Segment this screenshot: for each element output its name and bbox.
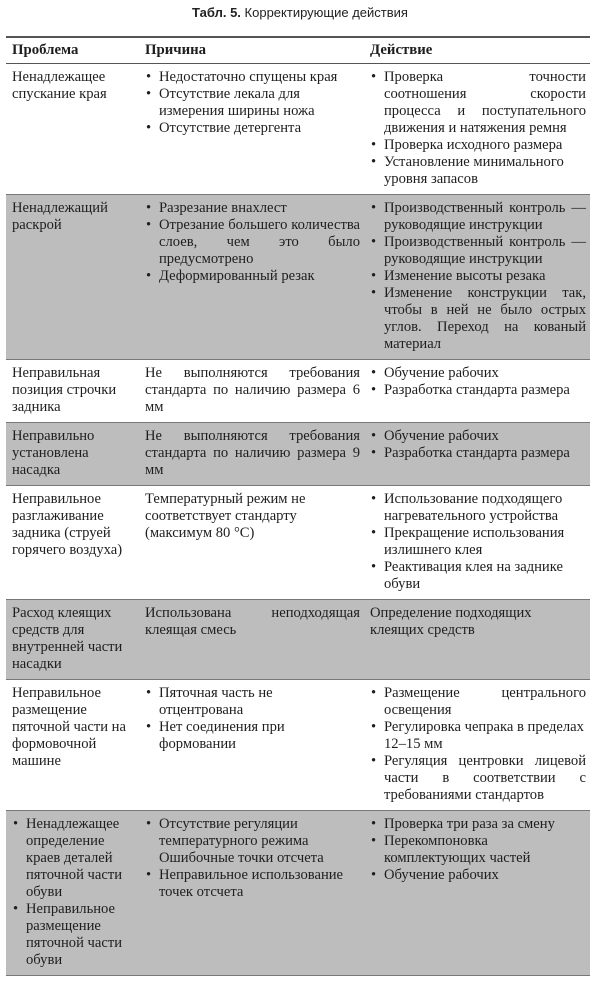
list-item: • Ненадлежащее определение краев деталей пяточной части обуви — [12, 816, 135, 901]
caption-number: Табл. 5. — [192, 5, 241, 20]
cause-cell — [139, 195, 364, 360]
list-item: • Недостаточно спущены края — [145, 69, 360, 86]
action-cell — [364, 64, 590, 195]
list-item: • Проверка исходного размера — [370, 137, 586, 154]
list-item: • Использование подходящего нагревательного устройства — [370, 491, 586, 525]
list-item: • Отрезание большего количества слоев, чем это было предусмотрено — [145, 217, 360, 268]
caption-text: Корректирующие действия — [244, 5, 408, 20]
action-cell — [364, 680, 590, 811]
list-item: • Разработка стандарта размера — [370, 445, 586, 462]
list-item: • Обучение рабочих — [370, 867, 586, 884]
header-problem: Проблема — [12, 42, 79, 58]
list-item: • Регуляция центровки лицевой части в соответствии с требованиями стандартов — [370, 753, 586, 804]
list-item: • Производственный контроль — руководящие инструкции — [370, 200, 586, 234]
cause-cell: Не выполняются требования стандарта по наличию размера 6 мм — [145, 365, 360, 415]
cause-cell — [139, 680, 364, 811]
corrective-actions-table — [6, 36, 590, 976]
action-cell — [364, 486, 590, 600]
problem-cell: Неправильное разглаживание задника (струей горячего воздуха) — [12, 491, 123, 558]
table-row — [6, 600, 590, 680]
list-item: • Нет соединения при формовании — [145, 719, 360, 753]
list-item: • Перекомпоновка комплектующих частей — [370, 833, 586, 867]
table-row — [6, 195, 590, 360]
table-row — [6, 486, 590, 600]
action-cell — [364, 195, 590, 360]
list-item: • Отсутствие лекала для измерения ширины ножа — [145, 86, 360, 120]
list-item: • Разработка стандарта размера — [370, 382, 586, 399]
list-item: • Установление минимального уровня запасов — [370, 154, 586, 188]
action-cell — [364, 423, 590, 486]
table-row — [6, 811, 590, 976]
list-item: • Проверка три раза за смену — [370, 816, 586, 833]
table-caption — [0, 5, 600, 20]
list-item: • Отсутствие регуляции температурного режима Ошибочные точки отсчета — [145, 816, 360, 867]
cause-cell — [139, 811, 364, 976]
list-item: • Неправильное использование точек отсчета — [145, 867, 360, 901]
cause-cell: Не выполняются требования стандарта по наличию размера 9 мм — [145, 428, 360, 478]
list-item: • Реактивация клея на заднике обуви — [370, 559, 586, 593]
action-cell — [364, 811, 590, 976]
problem-cell: Ненадлежащий раскрой — [12, 200, 108, 233]
problem-cell: Ненадлежащее спускание края — [12, 69, 107, 102]
action-cell: Определение подходящих клеящих средств — [370, 605, 532, 638]
problem-cell: Расход клеящих средств для внутренней части насадки — [12, 605, 123, 672]
list-item: • Изменение конструкции так, чтобы в ней не было острых углов. Переход на кованый материал — [370, 285, 586, 353]
header-action: Действие — [370, 42, 433, 58]
action-cell — [364, 360, 590, 423]
header-cause: Причина — [145, 42, 207, 58]
list-item: • Регулировка чепрака в пределах 12–15 мм — [370, 719, 586, 753]
table-row — [6, 680, 590, 811]
list-item: • Отсутствие детергента — [145, 120, 360, 137]
list-item: • Неправильное размещение пяточной части обуви — [12, 901, 135, 969]
list-item: • Размещение центрального освещения — [370, 685, 586, 719]
list-item: • Изменение высоты резака — [370, 268, 586, 285]
problem-cell: Неправильно установлена насадка — [12, 428, 95, 478]
cause-cell: Температурный режим не соответствует стандарту (максимум 80 °C) — [145, 491, 306, 541]
table-row — [6, 423, 590, 486]
problem-cell — [6, 811, 139, 976]
list-item: • Обучение рабочих — [370, 365, 586, 382]
list-item: • Пяточная часть не отцентрована — [145, 685, 360, 719]
problem-cell: Неправильная позиция строчки задника — [12, 365, 117, 415]
list-item: • Проверка точности соотношения скорости процесса и поступательного движения и натяжения ремня — [370, 69, 586, 137]
list-item: • Разрезание внахлест — [145, 200, 360, 217]
problem-cell: Неправильное размещение пяточной части на формовочной машине — [12, 685, 126, 769]
cause-cell — [139, 64, 364, 195]
list-item: • Обучение рабочих — [370, 428, 586, 445]
list-item: • Деформированный резак — [145, 268, 360, 285]
table-row — [6, 64, 590, 195]
table-row — [6, 360, 590, 423]
cause-cell: Использована неподходящая клеящая смесь — [145, 605, 360, 638]
list-item: • Производственный контроль — руководящие инструкции — [370, 234, 586, 268]
list-item: • Прекращение использования излишнего клея — [370, 525, 586, 559]
table-header-row — [6, 37, 590, 64]
